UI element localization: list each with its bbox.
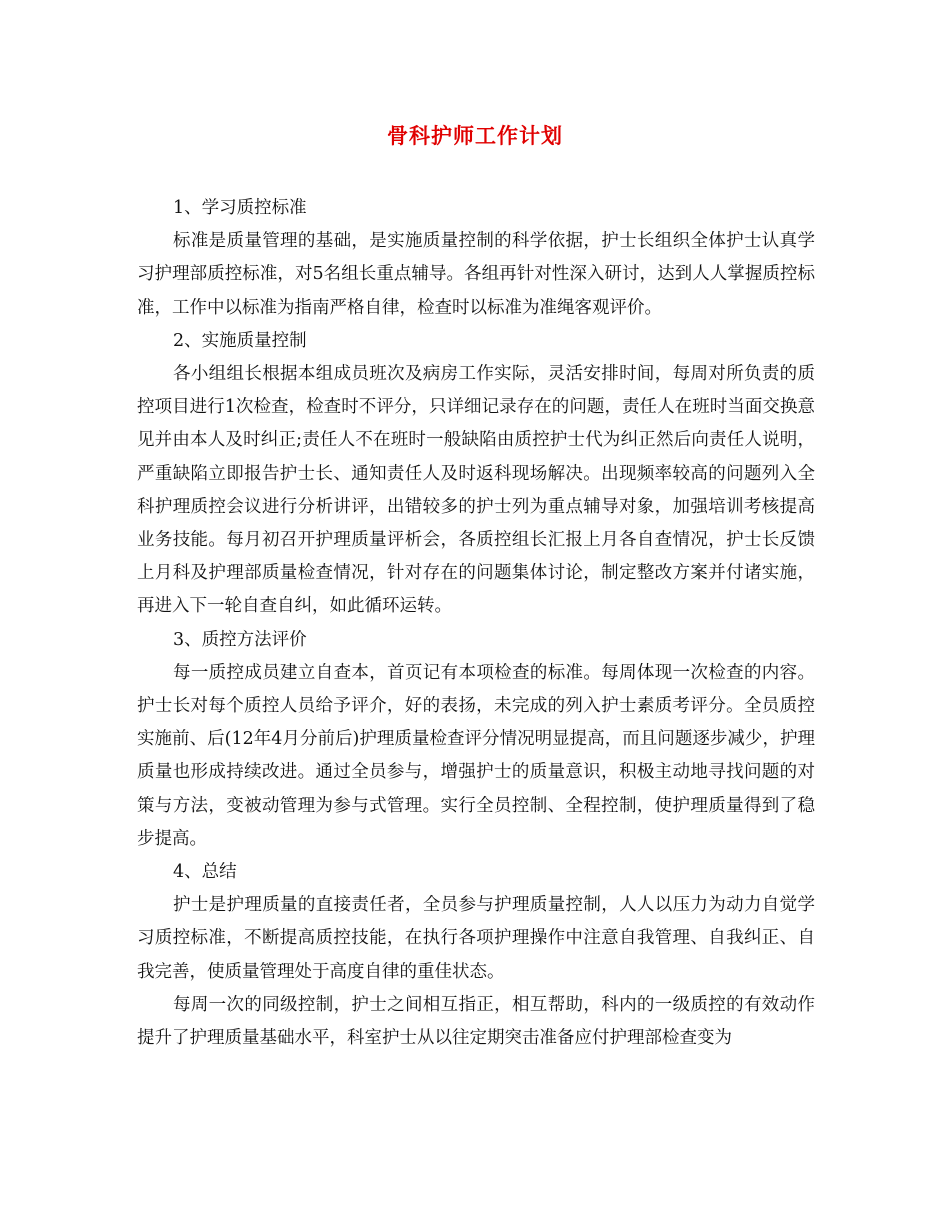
section-heading-2: 2、实施质量控制 bbox=[173, 330, 307, 351]
section-paragraph-2: 各小组组长根据本组成员班次及病房工作实际，灵活安排时间，每周对所负责的质控项目进行1次检查，检查时不评分，只详细记录存在的问题，责任人在班时当面交换意见并由本人及时纠正;责任人不在班时一般缺陷由质控护士代为纠正然后向责任人说明，严重缺陷立即报告护士长、通知责任人及时返科现场解决。出现频率较高的问题列入全科护理质控会议进行分析讲评，出错较多的护士列为重点辅导对象，加强培训考核提高业务技能。每月初召开护理质量评析会，各质控组长汇报上月各自查情况，护士长反馈上月科及护理部质量检查情况，针对存在的问题集体讨论，制定整改方案并付诸实施，再进入下一轮自查自纠，如此循环运转。 bbox=[137, 364, 815, 617]
document-body bbox=[137, 192, 815, 1055]
section-paragraph-4a: 护士是护理质量的直接责任者，全员参与护理质量控制，人人以压力为动力自觉学习质控标准，不断提高质控技能，在执行各项护理操作中注意自我管理、自我纠正、自我完善，使质量管理处于高度自律的重佳状态。 bbox=[137, 895, 815, 982]
section-heading-4: 4、总结 bbox=[173, 862, 237, 883]
section-heading-1: 1、学习质控标准 bbox=[173, 198, 307, 218]
section-paragraph-3: 每一质控成员建立自查本，首页记有本项检查的标准。每周体现一次检查的内容。护士长对每个质控人员给予评介，好的表扬，未完成的列入护士素质考评分。全员质控实施前、后(12年4月分前后)护理质量检查评分情况明显提高，而且问题逐步减少，护理质量也形成持续改进。通过全员参与，增强护士的质量意识，积极主动地寻找问题的对策与方法，变被动管理为参与式管理。实行全员控制、全程控制，使护理质量得到了稳步提高。 bbox=[137, 662, 815, 849]
section-paragraph-1: 标准是质量管理的基础，是实施质量控制的科学依据，护士长组织全体护士认真学习护理部质控标准，对5名组长重点辅导。各组再针对性深入研讨，达到人人掌握质控标准，工作中以标准为指南严格自律，检查时以标准为准绳客观评价。 bbox=[137, 231, 815, 318]
document-title: 骨科护师工作计划 bbox=[387, 123, 563, 148]
section-heading-3: 3、质控方法评价 bbox=[173, 629, 307, 650]
section-paragraph-4b: 每周一次的同级控制，护士之间相互指正，相互帮助，科内的一级质控的有效动作提升了护理质量基础水平，科室护士从以往定期突击准备应付护理部检查变为 bbox=[137, 994, 815, 1049]
